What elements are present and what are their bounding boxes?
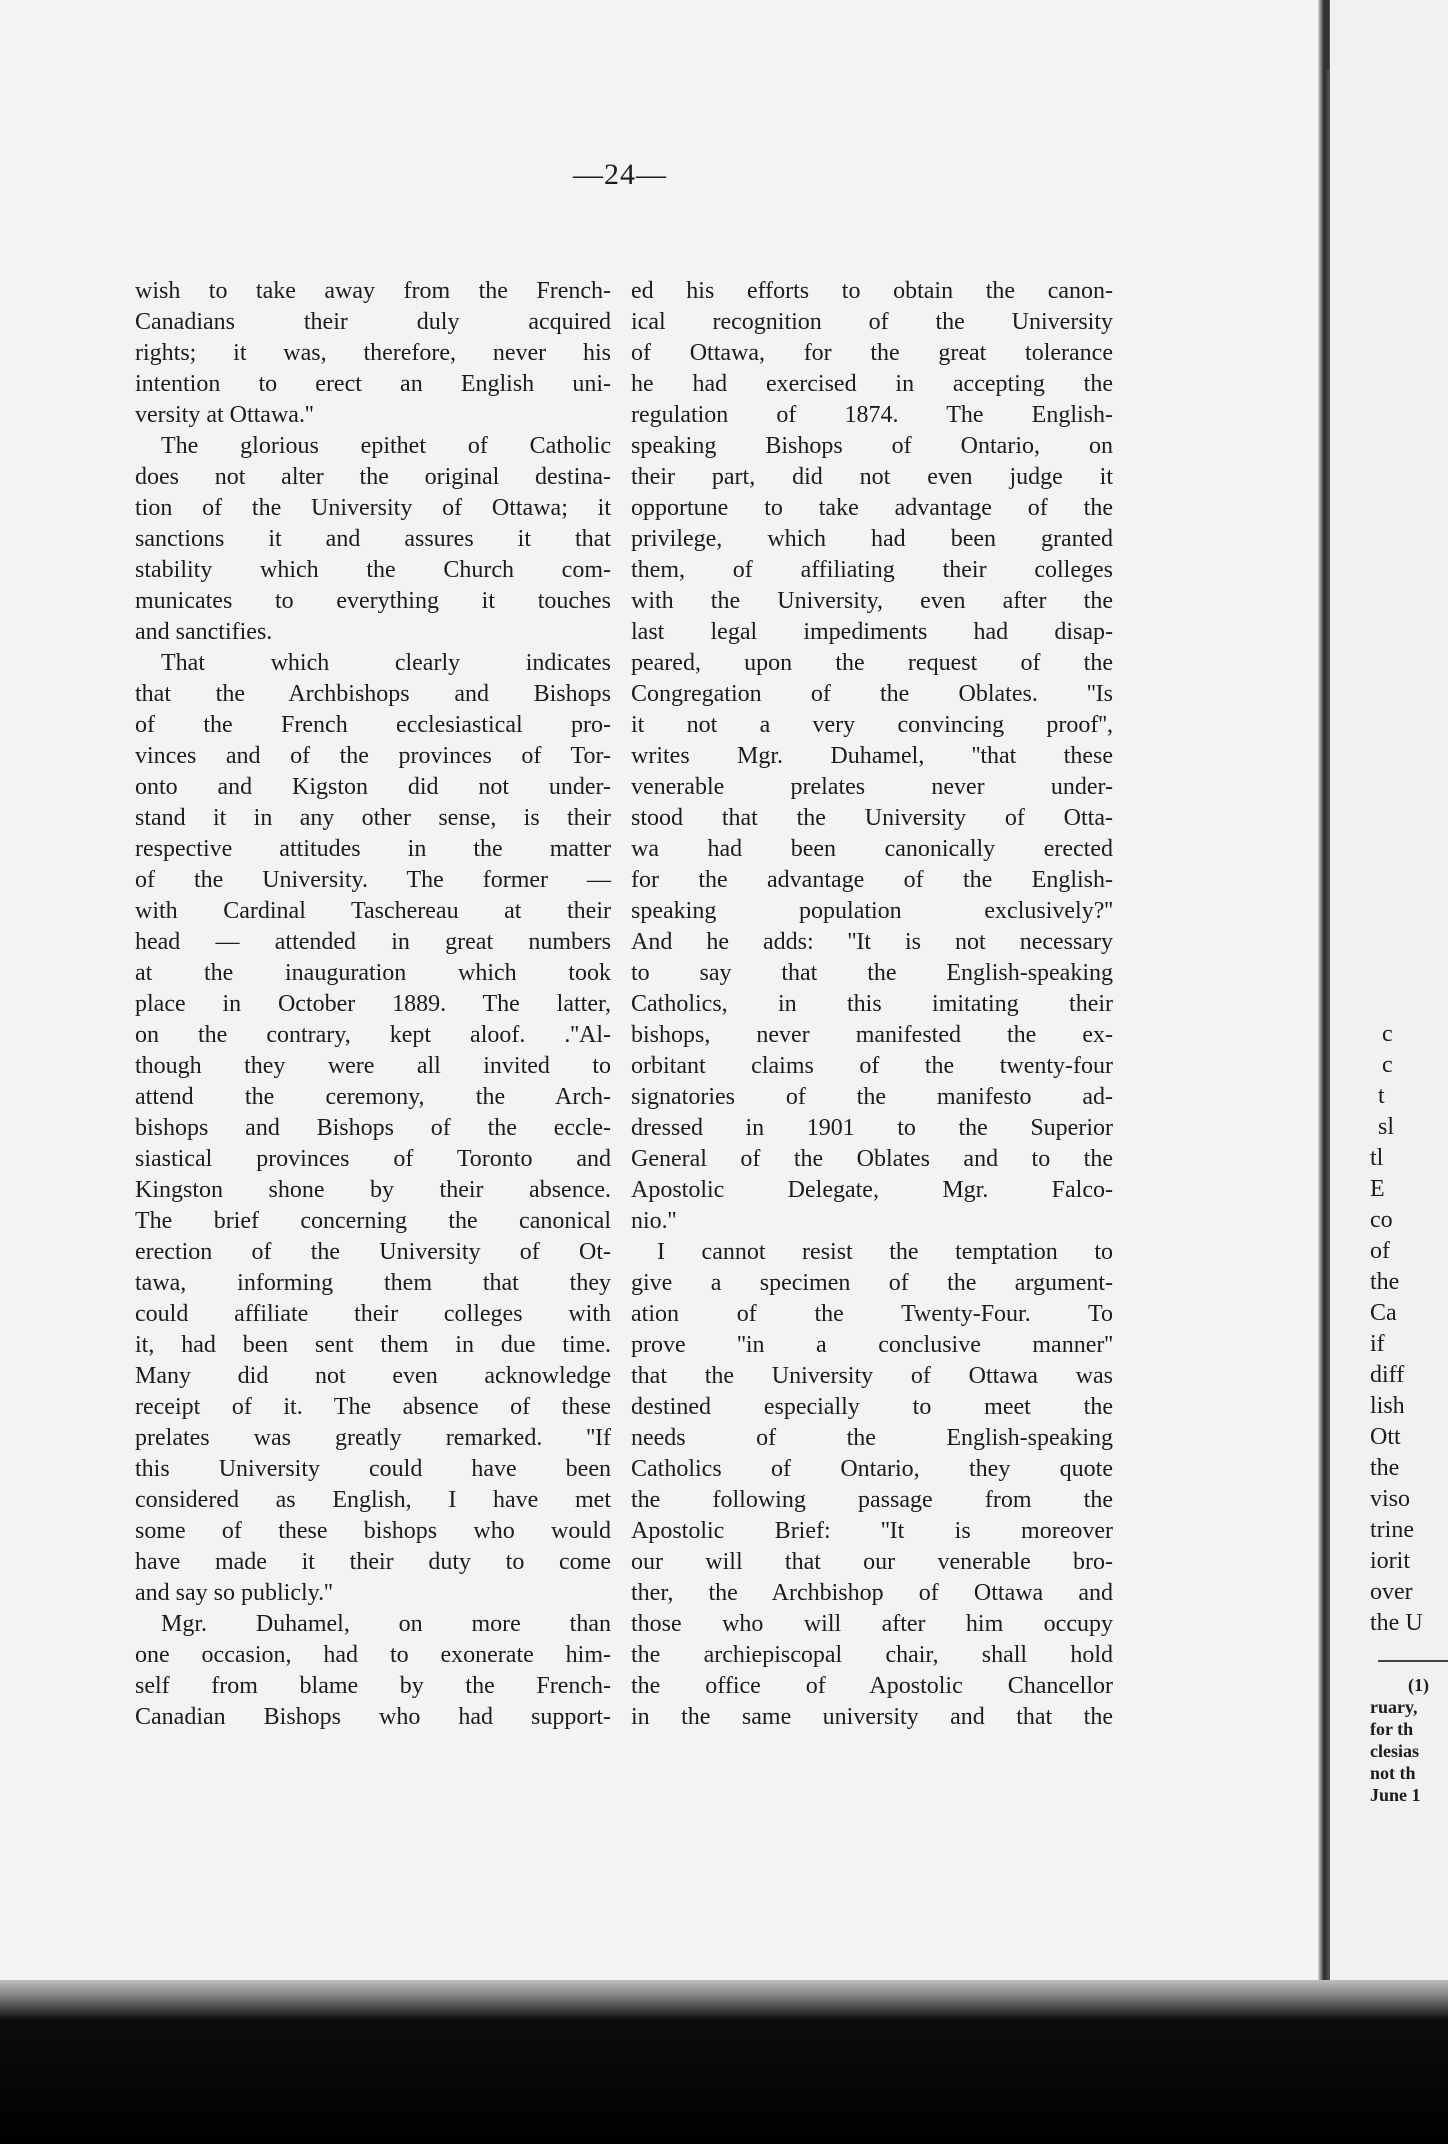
text-line: the archiepiscopal chair, shall hold (631, 1642, 1113, 1668)
text-line: wish to take away from the French- (135, 278, 611, 304)
text-line: Kingston shone by their absence. (135, 1177, 611, 1203)
text-line: this University could have been (135, 1456, 611, 1482)
text-line: Mgr. Duhamel, on more than (161, 1611, 611, 1637)
adjacent-page-text: diff (1370, 1362, 1405, 1388)
text-line: speaking Bishops of Ontario, on (631, 433, 1113, 459)
adjacent-page-text: E (1370, 1176, 1385, 1202)
text-line: could affiliate their colleges with (135, 1301, 611, 1327)
adjacent-page-text: if (1370, 1331, 1385, 1357)
text-line: dressed in 1901 to the Superior (631, 1115, 1113, 1141)
text-line: for the advantage of the English- (631, 867, 1113, 893)
text-line: destined especially to meet the (631, 1394, 1113, 1420)
text-line: sanctions it and assures it that (135, 526, 611, 552)
adjacent-page-text: c (1382, 1052, 1393, 1078)
text-line: considered as English, I have met (135, 1487, 611, 1513)
text-line: writes Mgr. Duhamel, ''that these (631, 743, 1113, 769)
text-line: peared, upon the request of the (631, 650, 1113, 676)
text-line: stand it in any other sense, is their (135, 805, 611, 831)
adjacent-page-text: the (1370, 1455, 1400, 1481)
text-line: and say so publicly.'' (135, 1580, 333, 1606)
adjacent-page-text: the U (1370, 1610, 1423, 1636)
text-line: he had exercised in accepting the (631, 371, 1113, 397)
adjacent-page-text: lish (1370, 1393, 1405, 1419)
text-line: ed his efforts to obtain the canon- (631, 278, 1113, 304)
text-line: prelates was greatly remarked. ''If (135, 1425, 611, 1451)
adjacent-page-text: trine (1370, 1517, 1414, 1543)
text-line: rights; it was, therefore, never his (135, 340, 611, 366)
text-line: onto and Kigston did not under- (135, 774, 611, 800)
text-line: have made it their duty to come (135, 1549, 611, 1575)
text-line: vinces and of the provinces of Tor- (135, 743, 611, 769)
text-line: our will that our venerable bro- (631, 1549, 1113, 1575)
text-line: that the University of Ottawa was (631, 1363, 1113, 1389)
text-line: orbitant claims of the twenty-four (631, 1053, 1113, 1079)
text-line: And he adds: ''It is not necessary (631, 929, 1113, 955)
text-line: speaking population exclusively?'' (631, 898, 1113, 924)
text-line: one occasion, had to exonerate him- (135, 1642, 611, 1668)
text-line: ical recognition of the University (631, 309, 1113, 335)
left-text-column (135, 276, 611, 1733)
adjacent-page-footnote: (1) (1408, 1675, 1429, 1695)
text-line: ther, the Archbishop of Ottawa and (631, 1580, 1113, 1606)
adjacent-page-text: over (1370, 1579, 1413, 1605)
text-line: some of these bishops who would (135, 1518, 611, 1544)
adjacent-page-text: iorit (1370, 1548, 1410, 1574)
text-line: tawa, informing them that they (135, 1270, 611, 1296)
text-line: The glorious epithet of Catholic (161, 433, 611, 459)
scan-bottom-shadow (0, 1980, 1448, 2144)
text-line: Canadians their duly acquired (135, 309, 611, 335)
text-line: Catholics, in this imitating their (631, 991, 1113, 1017)
adjacent-page-text: t (1378, 1083, 1385, 1109)
footnote-rule (1378, 1660, 1448, 1662)
book-gutter (1318, 0, 1330, 1990)
right-text-column (631, 276, 1113, 1733)
text-line: with Cardinal Taschereau at their (135, 898, 611, 924)
text-line: municates to everything it touches (135, 588, 611, 614)
adjacent-page-text: Ca (1370, 1300, 1397, 1326)
text-line: ation of the Twenty-Four. To (631, 1301, 1113, 1327)
text-line: prove ''in a conclusive manner'' (631, 1332, 1113, 1358)
text-line: Congregation of the Oblates. ''Is (631, 681, 1113, 707)
text-line: of Ottawa, for the great tolerance (631, 340, 1113, 366)
text-line: stood that the University of Otta- (631, 805, 1113, 831)
text-line: them, of affiliating their colleges (631, 557, 1113, 583)
adjacent-page-text: the (1370, 1269, 1400, 1295)
text-line: I cannot resist the temptation to (657, 1239, 1113, 1265)
adjacent-page-fragment (1330, 0, 1448, 1990)
text-line: with the University, even after the (631, 588, 1113, 614)
text-line: the following passage from the (631, 1487, 1113, 1513)
text-line: wa had been canonically erected (631, 836, 1113, 862)
adjacent-page-footnote: for th (1370, 1719, 1414, 1739)
text-line: bishops, never manifested the ex- (631, 1022, 1113, 1048)
text-line: to say that the English-speaking (631, 960, 1113, 986)
text-line: self from blame by the French- (135, 1673, 611, 1699)
adjacent-page-text: Ott (1370, 1424, 1401, 1450)
text-line: in the same university and that the (631, 1704, 1113, 1730)
text-line: it, had been sent them in due time. (135, 1332, 611, 1358)
adjacent-page-text: of (1370, 1238, 1390, 1264)
text-line: needs of the English-speaking (631, 1425, 1113, 1451)
text-line: nio.'' (631, 1208, 677, 1234)
adjacent-page-text: tl (1370, 1145, 1384, 1171)
text-line: does not alter the original destina- (135, 464, 611, 490)
text-line: Many did not even acknowledge (135, 1363, 611, 1389)
adjacent-page-text: viso (1370, 1486, 1411, 1512)
text-line: head — attended in great numbers (135, 929, 611, 955)
text-line: Catholics of Ontario, they quote (631, 1456, 1113, 1482)
adjacent-page-footnote: ruary, (1370, 1697, 1418, 1717)
text-line: tion of the University of Ottawa; it (135, 495, 611, 521)
text-line: intention to erect an English uni- (135, 371, 611, 397)
page-number: —24— (573, 158, 667, 191)
text-line: give a specimen of the argument- (631, 1270, 1113, 1296)
text-line: receipt of it. The absence of these (135, 1394, 611, 1420)
text-line: on the contrary, kept aloof. .''Al- (135, 1022, 611, 1048)
adjacent-page-text: co (1370, 1207, 1393, 1233)
text-line: at the inauguration which took (135, 960, 611, 986)
text-line: erection of the University of Ot- (135, 1239, 611, 1265)
text-line: That which clearly indicates (161, 650, 611, 676)
adjacent-page-text: c (1382, 1021, 1393, 1047)
text-line: Apostolic Brief: ''It is moreover (631, 1518, 1113, 1544)
text-line: of the University. The former — (135, 867, 611, 893)
adjacent-page-footnote: clesias (1370, 1741, 1419, 1761)
text-line: place in October 1889. The latter, (135, 991, 611, 1017)
text-line: Apostolic Delegate, Mgr. Falco- (631, 1177, 1113, 1203)
text-line: though they were all invited to (135, 1053, 611, 1079)
adjacent-page-text: sl (1378, 1114, 1395, 1140)
text-line: the office of Apostolic Chancellor (631, 1673, 1113, 1699)
text-line: venerable prelates never under- (631, 774, 1113, 800)
text-line: it not a very convincing proof'', (631, 712, 1113, 738)
text-line: versity at Ottawa.'' (135, 402, 314, 428)
text-line: The brief concerning the canonical (135, 1208, 611, 1234)
text-line: respective attitudes in the matter (135, 836, 611, 862)
text-line: those who will after him occupy (631, 1611, 1113, 1637)
text-line: last legal impediments had disap- (631, 619, 1113, 645)
text-line: bishops and Bishops of the eccle- (135, 1115, 611, 1141)
text-line: regulation of 1874. The English- (631, 402, 1113, 428)
text-line: of the French ecclesiastical pro- (135, 712, 611, 738)
text-line: attend the ceremony, the Arch- (135, 1084, 611, 1110)
page-edge-line (1326, 0, 1329, 70)
text-line: that the Archbishops and Bishops (135, 681, 611, 707)
text-line: opportune to take advantage of the (631, 495, 1113, 521)
text-line: privilege, which had been granted (631, 526, 1113, 552)
text-line: General of the Oblates and to the (631, 1146, 1113, 1172)
adjacent-page-footnote: not th (1370, 1763, 1416, 1783)
text-line: signatories of the manifesto ad- (631, 1084, 1113, 1110)
text-line: and sanctifies. (135, 619, 273, 645)
text-line: their part, did not even judge it (631, 464, 1113, 490)
adjacent-page-footnote: June 1 (1370, 1785, 1421, 1805)
text-line: siastical provinces of Toronto and (135, 1146, 611, 1172)
text-line: Canadian Bishops who had support- (135, 1704, 611, 1730)
text-line: stability which the Church com- (135, 557, 611, 583)
